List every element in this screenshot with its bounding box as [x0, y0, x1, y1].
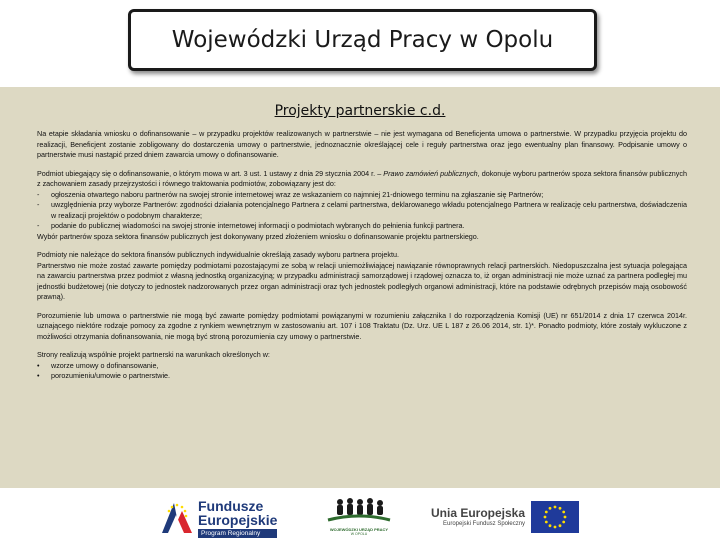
eu-flag-icon [531, 501, 579, 533]
ue-logo-text-line1: Unia Europejska [431, 505, 526, 520]
wup-logo-caption-city: W OPOLU [350, 532, 368, 536]
paragraph-2-end: , dokonuje wyboru partnerów spoza sektora finansów publicznych z zachowaniem zasady przejrzystości i równego traktowania podmiotów, zobowiązany jest do: [37, 168, 687, 188]
fe-logo-text-line1: Fundusze [198, 498, 264, 514]
paragraph-3: Podmioty nie należące do sektora finansów publicznych indywidualnie określają zasady wyboru partnera projektu. [37, 250, 399, 259]
paragraph-1: Na etapie składania wniosku o dofinansowanie – w przypadku projektów realizowanych w partnerstwie – nie jest wymagana od Beneficjenta umowa o partnerstwie. W przypadku przyjęcia projektu do realizacji, Beneficjent zostanie zobligowany do dostarczenia umowy o partnerstwie, jednoznacznie określającej cele i reguły partnerstwa oraz jego ewentualny plan finansowy. Podpisanie umowy o partnerstwie musi nastąpić przed dniem zawarcia umowy o dofinansowanie. [37, 129, 687, 159]
fe-logo-text-line2: Europejskie [198, 512, 278, 528]
dash-item-text: ogłoszenia otwartego naboru partnerów na swojej stronie internetowej wraz ze wskazaniem co najmniej 21-dniowego terminu na zgłaszanie się Partnerów; [51, 189, 544, 199]
dash-item-text: uwzględnienia przy wyborze Partnerów: zgodności działania potencjalnego Partnera z celami partnerstwa, deklarowanego wkładu potencjalnego Partnera w realizację celu partnerstwa, doświadczenia w realizacji projektów o podobnym charakterze; [51, 200, 687, 220]
wup-figures-icon [318, 496, 400, 526]
dash-item-text: podanie do publicznej wiadomości na swojej stronie internetowej informacji o podmiotach wybranych do pełnienia funkcji partnera. [51, 221, 465, 230]
paragraph-2-italic: Prawo zamówień publicznych [383, 168, 478, 178]
dash-marker: - [37, 189, 40, 199]
bullet-marker: • [37, 360, 40, 370]
body-text [37, 129, 687, 382]
bullet-marker: • [37, 371, 40, 380]
bullet-item [37, 361, 687, 372]
unia-europejska-logo [431, 499, 591, 535]
fundusze-europejskie-logo [160, 499, 280, 537]
paragraph-2-conclusion: Wybór partnerów spoza sektora finansów publicznych jest dokonywany przed złożeniem wniosku o dofinansowanie projektu partnerskiego. [37, 231, 479, 241]
dash-list-item [37, 200, 687, 221]
ue-logo-text-line2: Europejski Fundusz Społeczny [442, 520, 526, 527]
paragraph-6-intro: Strony realizują wspólnie projekt partnerski na warunkach określonych w: [37, 350, 270, 359]
dash-marker: - [37, 221, 40, 230]
paragraph-5: Porozumienie lub umowa o partnerstwie nie mogą być zawarte pomiędzy podmiotami powiązanymi w rozumieniu załącznika I do rozporządzenia Komisji (UE) nr 651/2014 z dnia 17 czerwca 2014r. uznającego niektóre rodzaje pomocy za zgodne z rynkiem wewnętrznym w zastosowaniu art. 107 i 108 Traktatu (Dz. Urz. UE L 187 z 26.06 2014, str. 1)*. Ponadto podmioty, które zostały wykluczone z możliwości otrzymania dofinansowania, nie mogą być stroną porozumienia czy umowy o partnerstwie. [37, 310, 687, 341]
paragraph-2 [37, 169, 687, 190]
bullet-item [37, 371, 687, 382]
section-subtitle: Projekty partnerskie c.d. [274, 103, 446, 119]
dash-list-item [37, 221, 687, 232]
wup-logo-caption: WOJEWÓDZKI URZĄD PRACY [329, 527, 389, 532]
bullet-text: porozumieniu/umowie o partnerstwie. [51, 371, 171, 380]
paragraph-4: Partnerstwo nie może zostać zawarte pomiędzy podmiotami pozostającymi ze sobą w relacji uniemożliwiającej nawiązanie równoprawnych relacji partnerskich. Niedopuszczalna jest sytuacja polegająca na zawarciu partnerstwa przez podmiot z własną jednostką organizacyjną; w przypadku administracji samorządowej i rządowej oznacza to, iż organ administracji nie może uznać za partnera podległej mu jednostki budżetowej (nie dotyczy to jednostek nadzorowanych przez organ administracji oraz tych jednostek podległych organowi administracji, które na podstawie odrębnych przepisów mają osobowość prawną). [37, 260, 687, 301]
fundusze-europejskie-emblem-icon [160, 499, 194, 535]
dash-list-item [37, 190, 687, 201]
dash-marker: - [37, 200, 40, 209]
dash-list [37, 190, 687, 232]
title-band [0, 0, 720, 87]
page-title: Wojewódzki Urząd Pracy w Opolu [171, 27, 554, 53]
title-box [128, 9, 597, 71]
fe-logo-text-line3: Program Regionalny [198, 529, 277, 538]
bullet-text: wzorze umowy o dofinansowanie, [51, 360, 159, 370]
paragraph-2-start: Podmiot ubiegający się o dofinansowanie, o którym mowa w art. 3 ust. 1 ustawy z dnia 29 stycznia 2004 r. – [37, 168, 384, 178]
